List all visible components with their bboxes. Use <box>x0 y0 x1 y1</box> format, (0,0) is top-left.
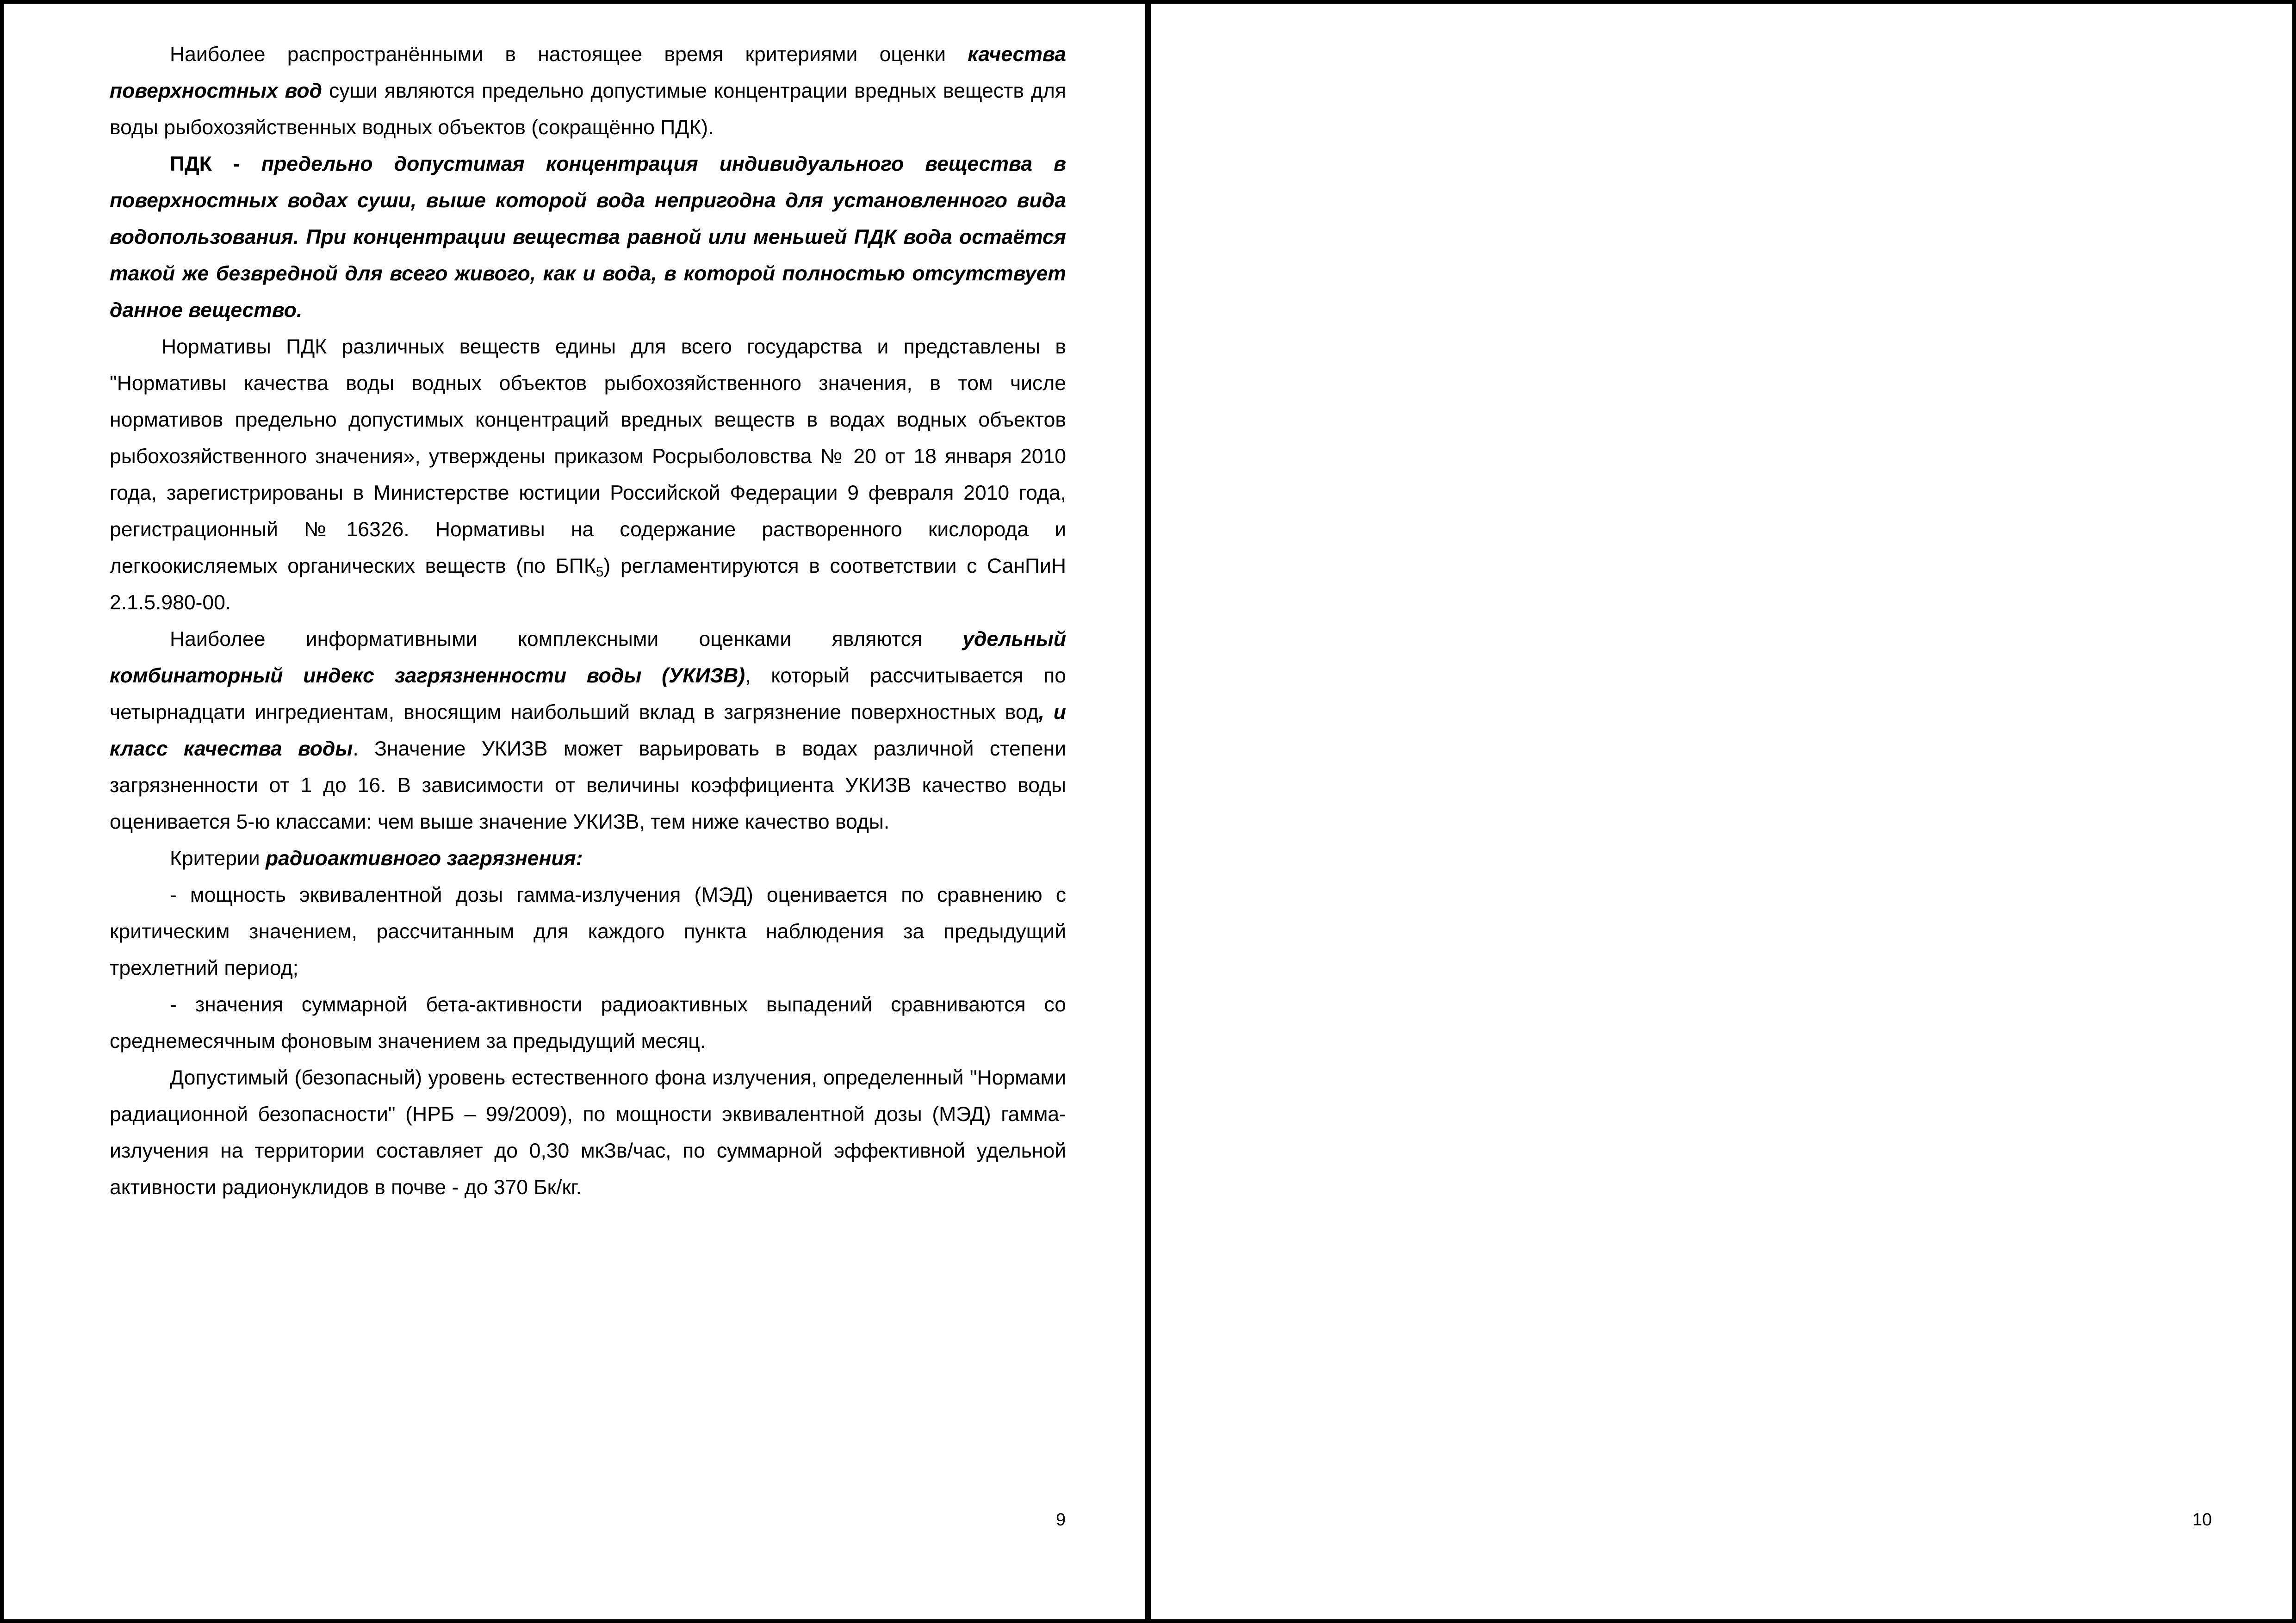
text-run: Нормативы ПДК различных веществ едины для всего государства и представлены в "Нормативы качества воды водных объектов рыбохозяйственного значения, в том числе нормативов предельно допустимых концентраций вредных веществ в водах водных объектов рыбохозяйственного значения», утверждены приказом Росрыболовства № 20 от 18 января 2010 года, зарегистрированы в Министерстве юстиции Российской Федерации 9 февраля 2010 года, регистрационный №16326. Нормативы на содержание растворенного кислорода и легкоокисляемых органических веществ (по БПК <box>110 335 1066 577</box>
paragraph <box>110 328 1066 621</box>
text-run: ) регламентируются в соответствии с СанПиН 2.1.5.980-00. <box>110 555 1066 614</box>
frame-border-right <box>2292 0 2296 1623</box>
page-number: 10 <box>2192 1510 2212 1530</box>
text-run: . Значение УКИЗВ может варьировать в водах различной степени загрязненности от 1 до 16. В зависимости от величины коэффициента УКИЗВ качество воды оценивается 5-ю классами: чем выше значение УКИЗВ, тем ниже качество воды. <box>110 737 1067 833</box>
page-9-body <box>110 36 1066 1206</box>
definition-text: предельно допустимая концентрация индивидуального вещества в поверхностных водах суши, выше которой вода непригодна для установленного вида водопользования. При концентрации вещества равной или меньшей ПДК вода остаётся такой же безвредной для всего живого, как и вода, в которой полностью отсутствует данное вещество. <box>110 153 1066 322</box>
frame-border-bottom <box>0 1619 2296 1623</box>
frame-border-left <box>0 0 4 1623</box>
frame-border-top <box>0 0 2296 4</box>
emphasis-text: удельный комбинаторный индекс загрязненности воды (УКИЗВ) <box>110 628 1066 687</box>
emphasis-text: , и класс качества воды <box>110 701 1066 760</box>
paragraph <box>110 36 1066 146</box>
text-run: Наиболее распространёнными в настоящее время критериями оценки <box>170 43 968 66</box>
term-label: ПДК - <box>170 153 261 175</box>
list-item: - значения суммарной бета-активности радиоактивных выпадений сравниваются со среднемесячным фоновым значением за предыдущий месяц. <box>110 993 1066 1053</box>
paragraph <box>110 621 1066 840</box>
page-10 <box>1151 0 2296 1623</box>
page-9 <box>0 0 1145 1623</box>
page-number: 9 <box>1056 1510 1066 1530</box>
paragraph <box>110 146 1066 328</box>
emphasis-text: качества поверхностных вод <box>110 43 1066 102</box>
text-run: Наиболее информативными комплексными оценками являются <box>170 628 963 650</box>
paragraph <box>110 840 1066 877</box>
text-run: суши являются предельно допустимые концентрации вредных веществ для воды рыбохозяйственных водных объектов (сокращённо ПДК). <box>110 80 1066 139</box>
page-divider <box>1145 0 1151 1623</box>
text-run: Критерии <box>170 847 266 870</box>
text-run: , который рассчитывается по четырнадцати ингредиентам, вносящим наибольший вклад в загрязнение поверхностных вод <box>110 664 1066 724</box>
emphasis-text: радиоактивного загрязнения: <box>266 847 583 870</box>
list-item: - мощность эквивалентной дозы гамма-излучения (МЭД) оценивается по сравнению с критическим значением, рассчитанным для каждого пункта наблюдения за предыдущий трехлетний период; <box>110 884 1066 979</box>
subscript: 5 <box>596 564 604 580</box>
paragraph: Допустимый (безопасный) уровень естественного фона излучения, определенный "Нормами радиационной безопасности" (НРБ – 99/2009), по мощности эквивалентной дозы (МЭД) гамма-излучения на территории составляет до 0,30 мкЗв/час, по суммарной эффективной удельной активности радионуклидов в почве - до 370 Бк/кг. <box>110 1066 1066 1199</box>
